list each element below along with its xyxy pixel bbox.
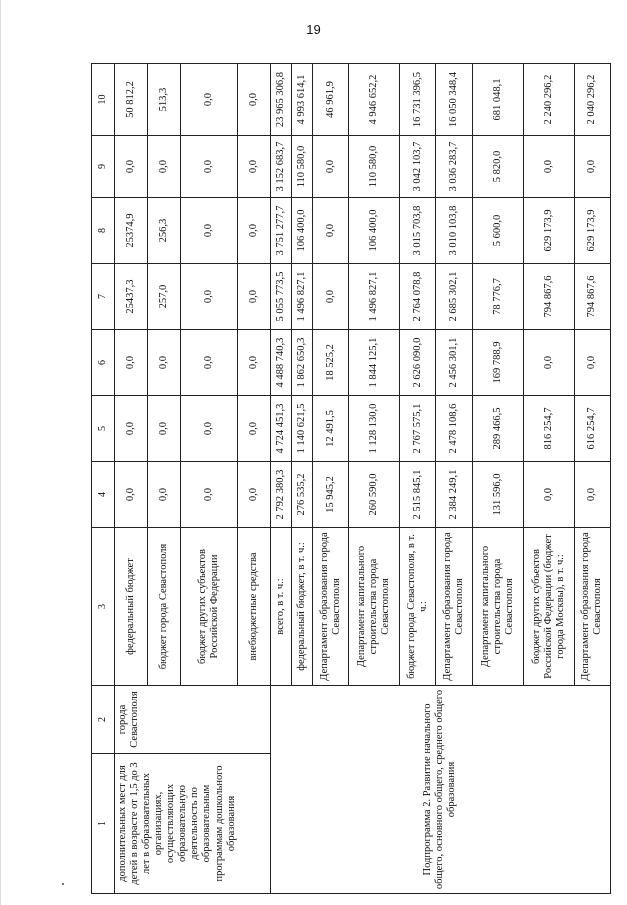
value-cell: 0,0 (523, 462, 574, 528)
value-cell: 794 867,6 (523, 264, 574, 330)
value-cell: 0,0 (313, 264, 349, 330)
value-cell: 2 515 845,1 (400, 462, 436, 528)
page-edge (0, 0, 1, 905)
table-row (270, 64, 291, 894)
value-cell: 276 535,2 (291, 462, 312, 528)
col-header-9: 9 (92, 136, 115, 198)
col-header-3: 3 (92, 528, 115, 686)
total-cell: 50 812,2 (115, 64, 148, 136)
value-cell: 5 055 773,5 (270, 264, 291, 330)
measure-name-cell: дополнительных мест для детей в возрасте от 1,5 до 3 лет в образовательных организациях, осуществляющих образовательную деятельность по образовательным программам дошкольного образования (115, 754, 271, 894)
value-cell: 1 496 827,1 (349, 264, 400, 330)
total-cell: 2 040 296,2 (574, 64, 610, 136)
value-cell: 110 580,0 (349, 136, 400, 198)
value-cell: 5 600,0 (472, 198, 523, 264)
value-cell: 256,3 (148, 198, 181, 264)
value-cell: 257,0 (148, 264, 181, 330)
value-cell: 110 580,0 (291, 136, 312, 198)
header-row (92, 64, 115, 894)
value-cell: 5 820,0 (472, 136, 523, 198)
value-cell: 0,0 (237, 136, 270, 198)
value-cell: 1 140 621,5 (291, 396, 312, 462)
total-cell: 23 965 306,8 (270, 64, 291, 136)
value-cell: 169 788,9 (472, 330, 523, 396)
value-cell: 0,0 (237, 330, 270, 396)
funding-source-cell: всего, в т. ч.: (270, 528, 291, 686)
value-cell: 4 724 451,3 (270, 396, 291, 462)
table-row (115, 64, 148, 894)
funding-source-cell: Департамент образования города Севастополя (574, 528, 610, 686)
total-cell: 16 050 348,4 (436, 64, 472, 136)
value-cell: 12 491,5 (313, 396, 349, 462)
value-cell: 3 042 103,7 (400, 136, 436, 198)
value-cell: 2 626 090,0 (400, 330, 436, 396)
value-cell: 0,0 (115, 396, 148, 462)
value-cell: 0,0 (181, 330, 238, 396)
total-cell: 4 993 614,1 (291, 64, 312, 136)
funding-source-cell: Департамент образования города Севастополя (436, 528, 472, 686)
funding-source-cell: бюджет города Севастополя, в т. ч.: (400, 528, 436, 686)
value-cell: 15 945,2 (313, 462, 349, 528)
scan-dot (62, 883, 64, 885)
value-cell: 0,0 (313, 136, 349, 198)
value-cell: 0,0 (574, 462, 610, 528)
value-cell: 816 254,7 (523, 396, 574, 462)
funding-source-cell: бюджет города Севастополя (148, 528, 181, 686)
funding-source-cell: бюджет других субъектов Российской Федерации (бюджет города Москвы), в т. ч.: (523, 528, 574, 686)
value-cell: 106 400,0 (291, 198, 312, 264)
funding-source-cell: федеральный бюджет (115, 528, 148, 686)
col-header-4: 4 (92, 462, 115, 528)
col-header-5: 5 (92, 396, 115, 462)
value-cell: 0,0 (574, 136, 610, 198)
value-cell: 0,0 (148, 396, 181, 462)
value-cell: 3 010 103,8 (436, 198, 472, 264)
value-cell: 0,0 (115, 462, 148, 528)
col-header-7: 7 (92, 264, 115, 330)
value-cell: 1 844 125,1 (349, 330, 400, 396)
value-cell: 2 456 301,1 (436, 330, 472, 396)
value-cell: 0,0 (181, 462, 238, 528)
value-cell: 0,0 (574, 330, 610, 396)
value-cell: 2 384 249,1 (436, 462, 472, 528)
value-cell: 4 488 740,3 (270, 330, 291, 396)
value-cell: 0,0 (181, 264, 238, 330)
total-cell: 681 048,1 (472, 64, 523, 136)
value-cell: 629 173,9 (574, 198, 610, 264)
value-cell: 0,0 (237, 462, 270, 528)
executor-cell: города Севастополя (115, 686, 271, 754)
value-cell: 25374,9 (115, 198, 148, 264)
value-cell: 131 596,0 (472, 462, 523, 528)
rotated-table-container (91, 64, 611, 894)
funding-source-cell: Департамент капитального строительства города Севастополя (472, 528, 523, 686)
value-cell: 18 525,2 (313, 330, 349, 396)
value-cell: 3 751 277,7 (270, 198, 291, 264)
value-cell: 3 036 283,7 (436, 136, 472, 198)
value-cell: 3 015 703,8 (400, 198, 436, 264)
value-cell: 2 764 078,8 (400, 264, 436, 330)
value-cell: 25437,3 (115, 264, 148, 330)
value-cell: 0,0 (181, 396, 238, 462)
value-cell: 0,0 (237, 264, 270, 330)
value-cell: 78 776,7 (472, 264, 523, 330)
value-cell: 0,0 (148, 136, 181, 198)
value-cell: 0,0 (181, 136, 238, 198)
total-cell: 2 240 296,2 (523, 64, 574, 136)
value-cell: 260 590,0 (349, 462, 400, 528)
value-cell: 106 400,0 (349, 198, 400, 264)
funding-source-cell: Департамент образования города Севастополя (313, 528, 349, 686)
value-cell: 3 152 683,7 (270, 136, 291, 198)
total-cell: 513,3 (148, 64, 181, 136)
total-cell: 4 946 652,2 (349, 64, 400, 136)
subprogram-name-cell: Подпрограмма 2. Развитие начального общего, основного общего, среднего общего образования (270, 686, 610, 894)
total-cell: 0,0 (237, 64, 270, 136)
funding-source-cell: федеральный бюджет, в т. ч.: (291, 528, 312, 686)
value-cell: 2 478 108,6 (436, 396, 472, 462)
value-cell: 0,0 (115, 136, 148, 198)
page-number: 19 (306, 22, 321, 37)
value-cell: 0,0 (237, 396, 270, 462)
budget-table (91, 63, 611, 894)
value-cell: 0,0 (148, 462, 181, 528)
value-cell: 0,0 (115, 330, 148, 396)
col-header-1: 1 (92, 754, 115, 894)
value-cell: 0,0 (523, 136, 574, 198)
value-cell: 0,0 (523, 330, 574, 396)
value-cell: 2 685 302,1 (436, 264, 472, 330)
value-cell: 1 496 827,1 (291, 264, 312, 330)
value-cell: 0,0 (148, 330, 181, 396)
value-cell: 2 792 380,3 (270, 462, 291, 528)
value-cell: 0,0 (313, 198, 349, 264)
total-cell: 16 731 396,5 (400, 64, 436, 136)
value-cell: 794 867,6 (574, 264, 610, 330)
col-header-2: 2 (92, 686, 115, 754)
value-cell: 616 254,7 (574, 396, 610, 462)
value-cell: 1 862 650,3 (291, 330, 312, 396)
value-cell: 2 767 575,1 (400, 396, 436, 462)
value-cell: 0,0 (237, 198, 270, 264)
value-cell: 0,0 (181, 198, 238, 264)
col-header-10: 10 (92, 64, 115, 136)
value-cell: 629 173,9 (523, 198, 574, 264)
funding-source-cell: Департамент капитального строительства города Севастополя (349, 528, 400, 686)
funding-source-cell: бюджет других субъектов Российской Федерации (181, 528, 238, 686)
col-header-8: 8 (92, 198, 115, 264)
value-cell: 289 466,5 (472, 396, 523, 462)
value-cell: 1 128 130,0 (349, 396, 400, 462)
funding-source-cell: внебюджетные средства (237, 528, 270, 686)
total-cell: 0,0 (181, 64, 238, 136)
col-header-6: 6 (92, 330, 115, 396)
total-cell: 46 961,9 (313, 64, 349, 136)
